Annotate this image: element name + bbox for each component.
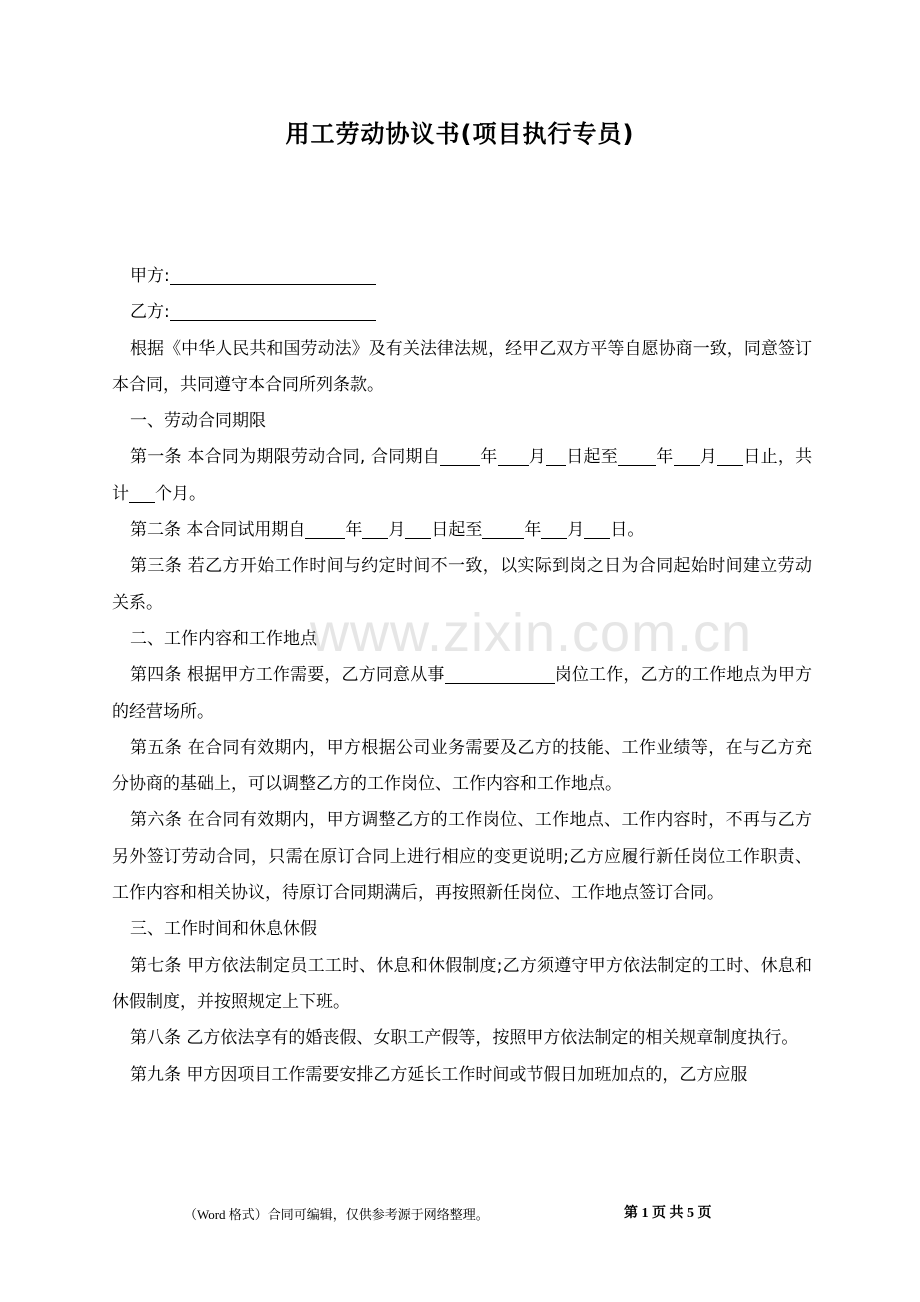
article-4-text: 第四条 根据甲方工作需要，乙方同意从事 (130, 665, 445, 686)
article-2-text: 日起至 (431, 520, 483, 541)
article-1-text: 第一条 本合同为期限劳动合同, 合同期自 (130, 447, 440, 468)
article-6: 第六条 在合同有效期内，甲方调整乙方的工作岗位、工作地点、工作内容时，不再与乙方另外签订劳动合同，只需在原订合同上进行相应的变更说明;乙方应履行新任岗位工作职责、工作内容和相关协议，待原订合同期满后，再按照新任岗位、工作地点签订合同。 (112, 810, 812, 904)
article-1-text: 个月。 (155, 483, 206, 504)
date-blank[interactable] (546, 448, 566, 466)
article-5: 第五条 在合同有效期内，甲方根据公司业务需要及乙方的技能、工作业绩等，在与乙方充分协商的基础上，可以调整乙方的工作岗位、工作内容和工作地点。 (112, 737, 812, 795)
section-heading-2: 二、工作内容和工作地点 (130, 628, 317, 649)
date-blank[interactable] (584, 521, 610, 539)
article-1-text: 日止，共计 (112, 447, 813, 504)
article-2-text: 年 (524, 520, 542, 541)
article-2-text: 月 (388, 520, 406, 541)
article-1-text: 月 (528, 447, 547, 468)
party-a-blank[interactable] (170, 267, 376, 285)
party-a-line (112, 258, 812, 294)
date-blank[interactable] (717, 448, 743, 466)
date-blank[interactable] (305, 521, 345, 539)
article-1-text: 年 (656, 447, 674, 468)
section-heading-1: 一、劳动合同期限 (130, 411, 266, 432)
article-1 (112, 439, 812, 512)
article-2-text: 第二条 本合同试用期自 (130, 520, 306, 541)
article-2-text: 月 (567, 520, 585, 541)
article-4-text: 岗位工作，乙方的工作地点为甲方的经营场所。 (112, 665, 812, 722)
party-a-label: 甲方: (130, 266, 170, 286)
article-3: 第三条 若乙方开始工作时间与约定时间不一致，以实际到岗之日为合同起始时间建立劳动关系。 (112, 556, 812, 613)
section-heading-3: 三、工作时间和休息休假 (130, 919, 317, 940)
date-blank[interactable] (498, 448, 529, 466)
date-blank[interactable] (362, 521, 388, 539)
date-blank[interactable] (440, 448, 480, 466)
article-2 (112, 512, 812, 548)
article-9: 第九条 甲方因项目工作需要安排乙方延长工作时间或节假日加班加点的，乙方应服 (130, 1064, 748, 1085)
months-blank[interactable] (129, 485, 155, 503)
article-7: 第七条 甲方依法制定员工工时、休息和休假制度;乙方须遵守甲方依法制定的工时、休息和休假制度，并按照规定上下班。 (112, 955, 812, 1012)
position-blank[interactable] (445, 666, 555, 684)
article-1-text: 年 (479, 447, 498, 468)
party-b-label: 乙方: (130, 302, 170, 323)
article-2-text: 年 (345, 520, 363, 541)
date-blank[interactable] (405, 521, 431, 539)
page-number: 第 1 页 共 5 页 (624, 1206, 712, 1221)
party-b-blank[interactable] (170, 303, 376, 321)
date-blank[interactable] (618, 448, 656, 466)
article-8: 第八条 乙方依法享有的婚丧假、女职工产假等，按照甲方依法制定的相关规章制度执行。 (130, 1028, 799, 1049)
contract-body (112, 258, 812, 1093)
document-title: 用工劳动协议书(项目执行专员) (285, 120, 635, 148)
date-blank[interactable] (541, 521, 567, 539)
article-2-text: 日。 (610, 520, 645, 541)
footer-note: （Word 格式）合同可编辑，仅供参考源于网络整理。 (184, 1207, 489, 1222)
party-b-line (112, 294, 812, 330)
article-1-text: 日起至 (566, 447, 619, 468)
date-blank[interactable] (674, 448, 700, 466)
date-blank[interactable] (482, 521, 524, 539)
watermark: www.zixin.com.cn (310, 603, 753, 663)
article-4 (112, 657, 812, 730)
article-1-text: 月 (699, 447, 718, 468)
intro-paragraph: 根据《中华人民共和国劳动法》及有关法律法规，经甲乙双方平等自愿协商一致，同意签订本合同，共同遵守本合同所列条款。 (112, 338, 812, 395)
